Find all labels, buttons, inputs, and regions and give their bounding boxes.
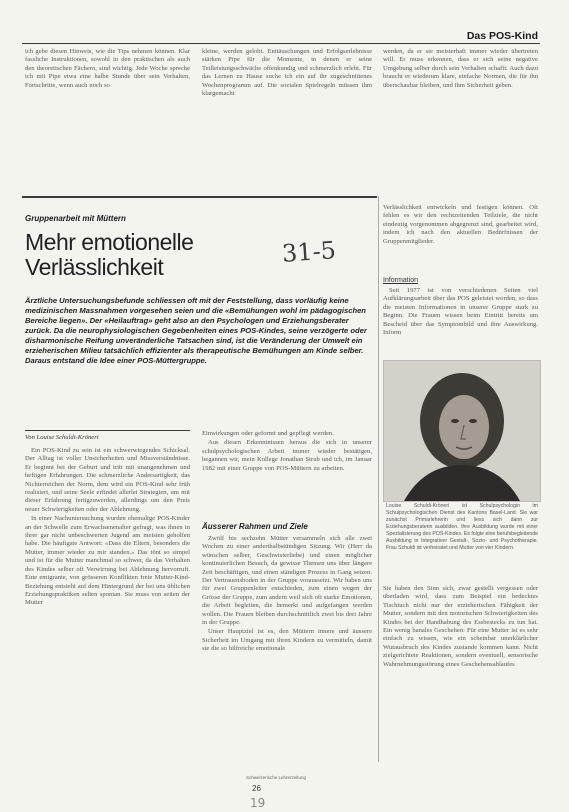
pencil-number: 19 bbox=[250, 796, 266, 810]
page-number: 26 bbox=[252, 784, 261, 793]
author-photo bbox=[383, 360, 541, 502]
col3-para-1: Verlässlichkeit entwickeln und festigen können. Oft fehlen es wir den rechtzeitenden Teilziele, die nicht eindeutig vorgenommen abgegrenzt sind, gearbeitet wird, indem ich nach den aktuellen Bedürfnissen der Gruppenmitglieder. bbox=[383, 204, 538, 245]
author-portrait-image bbox=[384, 361, 540, 501]
col3-vertical-rule bbox=[378, 196, 379, 762]
article-column-2a bbox=[202, 430, 372, 510]
mid-rule bbox=[22, 196, 377, 198]
article-column-3c bbox=[383, 585, 538, 769]
article-headline: Mehr emotionelle Verlässlichkeit bbox=[25, 229, 194, 280]
article-lead: Ärztliche Untersuchungsbefunde schliessen oft mit der Feststellung, dass vorläufig keine medizinischen Massnahmen vorgesehen seien und die «Bemühungen wohl im pädagogischen Bereiche liegen». Der «Heilauftrag» geht also an den Psychologen und Erziehungsberater zurück. Da die neurophysiologischen Gegebenheiten eines POS-Kindes, seine verzögerte oder disharmonische Reifung unveränderliche Tatsachen sind, ist die Veränderung der Umwelt ein erzieherischen Milieu tatsächlich effizienter als therapeutische Bemühungen am Kinde selber. Daraus entstand die Idee einer POS-Müttergruppe. bbox=[25, 296, 367, 365]
col3c-para-1: Sie haben den Sinn sich, zwar gestellt vergessen oder überladen wird, dass zum Beispiel ein bedecktes Tischtuch nicht nur der erzieherischen Fähigkeit der Mutter, sondern mit den motorischen Schwierigkeiten des Kindes bei der Handhabung des Essbestecks zu tun hat. Ein wenig banales Geschehen: Für eine Mutter ist es sehr einfach zu wissen, wie ein scheinbar unerklärlicher Wutausbruch des Kindes zustande kommen kann. Nicht zielgerichtete Reaktionen, sondern eventuell, sensorische Wahrnehmungsstörung eines Geschehensablaufes bbox=[383, 585, 538, 668]
col2b-para-1: Zwölf bis sechzehn Mütter versammeln sich alle zwei Wochen zu einer anderthalbstündigen Sitzung. Wir (Herr da wünschen selber, Geschwisterliebe) und einen möglicher kontinuierlichen Besuch, da gewisse Themen uns über längere Zeit beschäftigen, und einen ständigen Prozess in Gang setzen. Der Vertrauensboden in der Gruppe voraussetzt. Wir haben uns für zwei Gruppenleiter entschieden, zum einen wegen der Grösse der Gruppe, zum andern weil sich oft starke Emotionen, die Arbeit begleiten, die bemerkt und aufgefangen werden wollen. Die Frauen bleiben durchschnittlich zwei bis drei Jahre in der Gruppe. bbox=[202, 535, 372, 627]
section-header: Das POS-Kind bbox=[466, 30, 538, 42]
header-rule bbox=[22, 43, 540, 44]
col2-para-1: Einwirkungen oder geformt und gepflegt werden. bbox=[202, 430, 334, 437]
article-column-1 bbox=[25, 447, 190, 769]
article-column-3b bbox=[383, 287, 538, 355]
article-column-2b bbox=[202, 535, 372, 769]
article-kicker: Gruppenarbeit mit Müttern bbox=[25, 214, 126, 223]
top-column-1 bbox=[25, 48, 190, 132]
top-col3-text: werden, da er sie meisterhaft immer wieder übertreten will. Er muss erkennen, dass er sich seine negative Umgebung selber durch sein Verhalten schafft. Auch dazu braucht er wiederum klare, einfache Normen, die für ihn überschaubar bleiben, und ihm Sicherheit geben. bbox=[383, 48, 538, 89]
handwritten-note: 31-5 bbox=[281, 236, 337, 268]
col1-para-2: In einer Nachuntersuchung wurden ehemalige POS-Kinder an der Schwelle zum Erwachsenenalter gefragt, was ihnen in ihrer gar nicht unbeschwerten Jugend am meisten geholfen habe. Die häufigste Antwort: «Dass die Eltern, besonders die Mutter, immer wieder zu mir standen.» Das tönt so simpel und ist für die Mutter manchmal so schwer, da das Verhalten des Kindes selber oft Verwirrung bei Ablehnung hervorruft. Eine emigrante, von grösseren Konflikten freie Mutter-Kind-Beziehung entsteht auf dem Hintergrund der bei uns üblichen Erziehungspraktiken selten spontan. Sie muss von seiten der Mutter bbox=[25, 515, 190, 607]
col1-para-1: Ein POS-Kind zu sein ist ein schwerwiegendes Schicksal. Der Alltag ist voller Unsicherheiten und Missverständnisse. Er beginnt bei der Geburt und tritt mit unangenehmen und heftigen Erfahrungen. Die schmerzliche Andersartigkeit, das Nichterreichen der Norm, dem wird ein POS-Kind sehr früh realisiert, und seine Seele erfindet allerlei Strategien, um mit dieser Erfahrung fertigzuwerden, allerdings um den Preis neuer Schwierigkeiten oder der Ablehnung. bbox=[25, 447, 190, 513]
col3b-para-1: Seit 1977 ist von verschiedenen Seiten viel Aufklärungsarbeit über das POS geleistet worden, so dass die meisten Informationen in unserer Gruppe stark zu Beginn. Die Frauen wissen beim Eintritt bereits um Bescheid über das Symptombild und ihre Auswirkung. Inform bbox=[383, 287, 538, 337]
subhead-rahmen: Äusserer Rahmen und Ziele bbox=[202, 522, 308, 531]
col2b-para-2: Unser Hauptziel ist es, den Müttern innere und äussere Sicherheit im Umgang mit ihren Kindern zu vermitteln, damit sie die so hilfreiche emotionale bbox=[202, 628, 372, 653]
article-column-3a bbox=[383, 204, 538, 272]
byline-rule bbox=[25, 430, 190, 431]
top-col2-text: kleine, werden gelobt. Enttäuschungen und Erfolgserlebnisse stärken Pipe für die Momente, in denen er seine Teilleistungsschwäche offenkundig und schmerzlich erlebt. Für das Lernen zu Hause suche ich ein auf ihr zugeschnittenes Wochenprogramm auf. Die sozialen Spielregeln müssen ihm klargemacht bbox=[202, 48, 372, 98]
article-byline: Von Louise Schuldi-Kröneri bbox=[25, 434, 99, 441]
footer-publication: Schweizerische Lehrerzeitung bbox=[246, 775, 307, 780]
top-column-3 bbox=[383, 48, 538, 132]
photo-caption: Louise Schuldi-Kröneri ist Schulpsychologin im Schulpsychologischen Dienst des Kantons Basel-Land. Sie war zunächst Primarlehrerin und liess sich dann zur Erziehungsberaterin ausbilden. Ihre Ausbildung wurde mit einer Spezialisierung des POS-Kindes. Es folgte eine berufsbegleitende Ausbildung in Integrativer Gestalt-, Sozio- und Psychotherapie. Frau Schuldi ist verheiratet und Mutter von vier Kindern. bbox=[386, 503, 538, 551]
col2-para-2: Aus diesen Erkenntnissen heraus die sich in unserer schulpsychologischen Arbeit immer wieder bestätigen, begannen wir, mein Kollege Jonathan Strub und ich, im Januar 1982 mit einer Gruppe von POS-Müttern zu arbeiten. bbox=[202, 439, 372, 472]
info-heading: Information bbox=[383, 277, 419, 284]
top-column-2 bbox=[202, 48, 372, 132]
top-col1-text: ich gebe diesen Hinweis, wie die Tips nehmen können. Klar fassliche Instruktionen, sowohl in den praktischen als auch den theoretischen Fächern, sind wichtig. Jede Woche spreche ich mit Pipe etwa eine halbe Stunde über sein Verhalten, Fortschritte, wenn auch noch so bbox=[25, 48, 190, 89]
